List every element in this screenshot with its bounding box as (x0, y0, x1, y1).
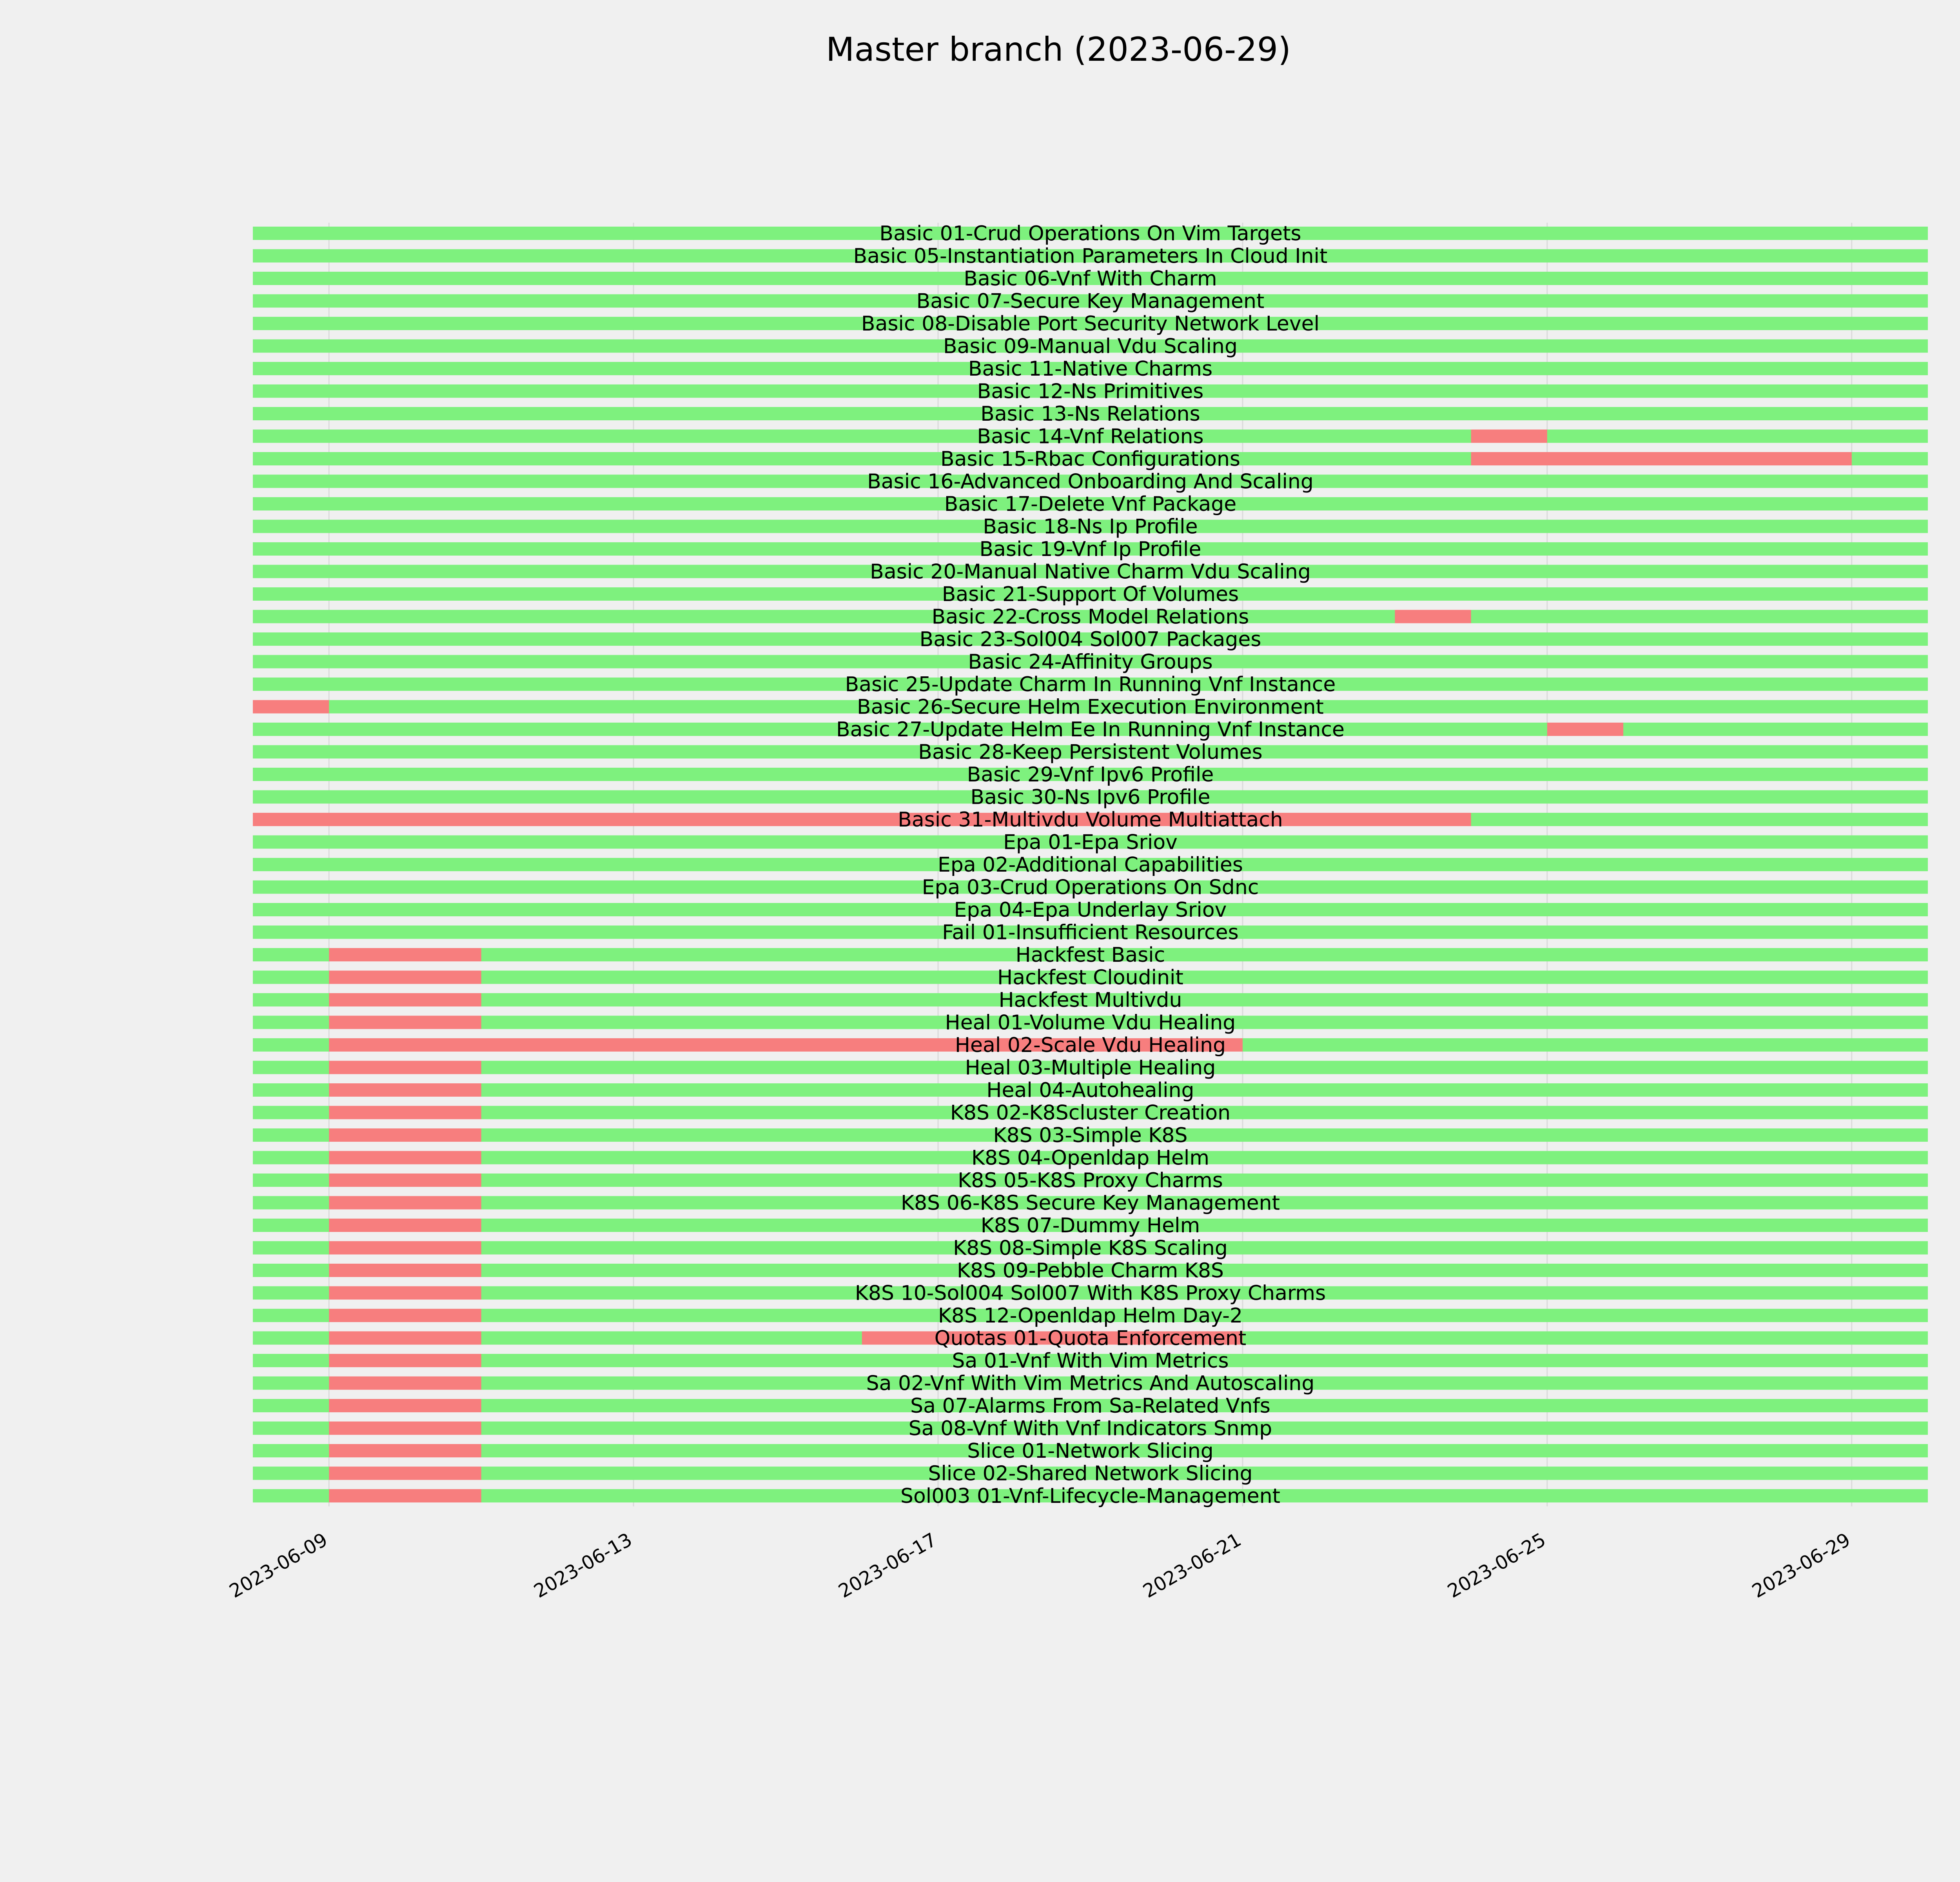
test-label: Quotas 01-Quota Enforcement (934, 1326, 1247, 1350)
fail-bar (329, 1467, 481, 1480)
test-label: Basic 29-Vnf Ipv6 Profile (967, 763, 1214, 787)
fail-bar (329, 1264, 481, 1277)
fail-bar (329, 1309, 481, 1322)
fail-bar (1471, 430, 1547, 443)
test-label: Hackfest Cloudinit (997, 966, 1183, 990)
fail-bar (329, 971, 481, 984)
fail-bar (329, 1286, 481, 1300)
fail-bar (1471, 452, 1852, 465)
test-label: K8S 08-Simple K8S Scaling (953, 1236, 1228, 1260)
test-label: Basic 14-Vnf Relations (977, 425, 1204, 449)
test-label: K8S 10-Sol004 Sol007 With K8S Proxy Charms (855, 1281, 1326, 1305)
test-label: Heal 04-Autohealing (986, 1079, 1194, 1102)
test-label: Epa 03-Crud Operations On Sdnc (922, 876, 1259, 899)
test-label: Basic 15-Rbac Configurations (940, 447, 1240, 471)
test-label: Basic 27-Update Helm Ee In Running Vnf Instance (836, 718, 1345, 741)
test-label: Basic 23-Sol004 Sol007 Packages (919, 628, 1261, 651)
fail-bar (329, 1196, 481, 1210)
fail-bar (329, 1444, 481, 1457)
test-label: Basic 21-Support Of Volumes (942, 583, 1239, 606)
test-label: Basic 20-Manual Native Charm Vdu Scaling (870, 560, 1311, 584)
test-label: Basic 01-Crud Operations On Vim Targets (879, 222, 1301, 245)
test-label: Basic 24-Affinity Groups (968, 650, 1213, 674)
test-label: Basic 11-Native Charms (968, 357, 1213, 381)
fail-bar (253, 700, 329, 714)
test-label: K8S 04-Openldap Helm (971, 1146, 1210, 1170)
fail-bar (329, 1061, 481, 1074)
fail-bar (329, 1083, 481, 1097)
test-label: Slice 02-Shared Network Slicing (928, 1462, 1253, 1486)
test-label: Basic 13-Ns Relations (980, 402, 1200, 426)
fail-bar (329, 1106, 481, 1119)
test-label: Epa 04-Epa Underlay Sriov (954, 898, 1227, 922)
chart-title: Master branch (2023-06-29) (826, 30, 1291, 69)
fail-bar (329, 1489, 481, 1502)
test-label: Basic 19-Vnf Ip Profile (979, 538, 1201, 561)
fail-bar (329, 1422, 481, 1435)
test-label: K8S 03-Simple K8S (993, 1124, 1188, 1147)
test-label: Epa 02-Additional Capabilities (938, 853, 1243, 877)
test-label: Basic 31-Multivdu Volume Multiattach (898, 808, 1283, 832)
test-label: K8S 02-K8Scluster Creation (950, 1101, 1231, 1125)
fail-bar (329, 1332, 481, 1345)
test-label: Sa 08-Vnf With Vnf Indicators Snmp (908, 1417, 1272, 1441)
x-tick-label: 2023-06-17 (835, 1528, 941, 1602)
test-label: Hackfest Multivdu (998, 988, 1182, 1012)
fail-bar (329, 1174, 481, 1187)
test-label: Basic 28-Keep Persistent Volumes (918, 740, 1263, 764)
x-tick-label: 2023-06-29 (1748, 1528, 1854, 1602)
test-label: Basic 05-Instantiation Parameters In Cloud Init (853, 244, 1328, 268)
test-label: Hackfest Basic (1015, 943, 1165, 967)
fail-bar (329, 1377, 481, 1390)
test-label: Fail 01-Insufficient Resources (942, 921, 1239, 945)
test-label: K8S 05-K8S Proxy Charms (958, 1169, 1223, 1192)
test-label: Heal 01-Volume Vdu Healing (945, 1011, 1236, 1035)
test-label: Basic 07-Secure Key Management (916, 289, 1265, 313)
fail-bar (1547, 723, 1623, 736)
test-label: Slice 01-Network Slicing (967, 1439, 1214, 1463)
fail-bar (329, 1151, 481, 1164)
test-label: Basic 09-Manual Vdu Scaling (943, 334, 1238, 358)
test-label: Basic 30-Ns Ipv6 Profile (970, 785, 1210, 809)
fail-bar (329, 1354, 481, 1367)
test-label: Basic 06-Vnf With Charm (964, 267, 1217, 291)
test-label: Basic 25-Update Charm In Running Vnf Instance (845, 673, 1336, 696)
test-label: Basic 18-Ns Ip Profile (983, 515, 1198, 539)
fail-bar (329, 1128, 481, 1142)
fail-bar (329, 1016, 481, 1029)
x-tick-label: 2023-06-13 (530, 1528, 636, 1602)
x-tick-label: 2023-06-21 (1139, 1528, 1245, 1602)
test-label: K8S 12-Openldap Helm Day-2 (938, 1304, 1243, 1328)
test-label: Basic 17-Delete Vnf Package (944, 492, 1237, 516)
test-label: Basic 22-Cross Model Relations (931, 605, 1249, 629)
fail-bar (1395, 610, 1471, 623)
test-label: Basic 26-Secure Helm Execution Environment (857, 695, 1324, 719)
test-label: K8S 09-Pebble Charm K8S (956, 1259, 1224, 1283)
test-label: Sa 07-Alarms From Sa-Related Vnfs (910, 1394, 1270, 1418)
test-label: Sa 01-Vnf With Vim Metrics (952, 1349, 1229, 1373)
fail-bar (329, 993, 481, 1006)
fail-bar (329, 1399, 481, 1412)
test-label: Basic 08-Disable Port Security Network Level (861, 312, 1320, 336)
test-label: Epa 01-Epa Sriov (1003, 830, 1178, 854)
fail-bar (329, 948, 481, 961)
test-label: Basic 16-Advanced Onboarding And Scaling (867, 470, 1314, 494)
test-label: Sol003 01-Vnf-Lifecycle-Management (900, 1484, 1281, 1508)
test-label: Sa 02-Vnf With Vim Metrics And Autoscaling (866, 1372, 1315, 1395)
test-label: Heal 03-Multiple Healing (965, 1056, 1216, 1080)
fail-bar (253, 813, 1471, 826)
fail-bar (329, 1241, 481, 1255)
x-tick-label: 2023-06-25 (1444, 1528, 1550, 1602)
test-label: K8S 07-Dummy Helm (980, 1214, 1200, 1237)
test-label: Basic 12-Ns Primitives (977, 380, 1204, 403)
x-tick-label: 2023-06-09 (225, 1528, 332, 1602)
fail-bar (329, 1219, 481, 1232)
test-label: K8S 06-K8S Secure Key Management (900, 1191, 1280, 1215)
test-label: Heal 02-Scale Vdu Healing (955, 1034, 1226, 1057)
